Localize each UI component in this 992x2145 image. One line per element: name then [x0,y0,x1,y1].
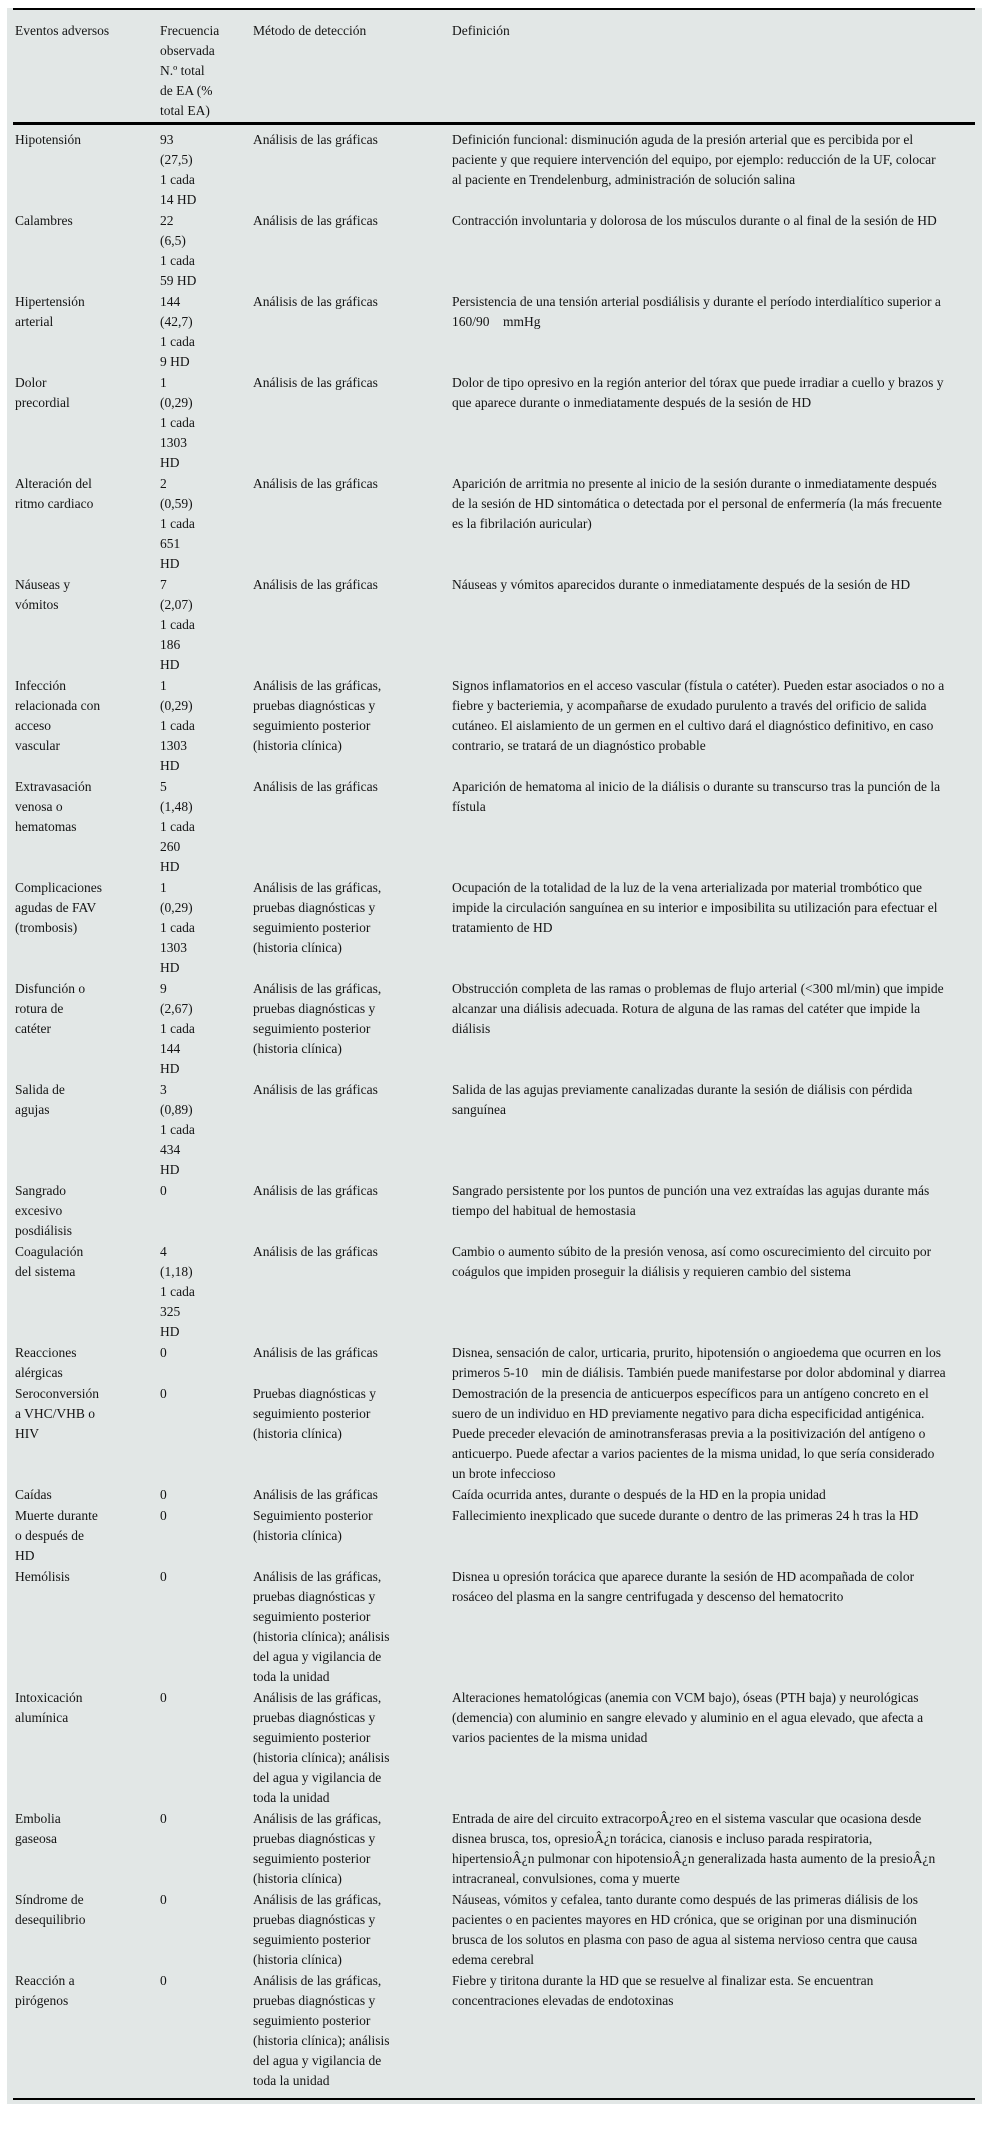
detection-method-cell [253,1242,452,1342]
definition-cell: Sangrado persistente por los puntos de punción una vez extraídas las agujas durante más tiempo del habitual de hemostasia [452,1183,930,1218]
table-row [7,211,982,291]
text-line: toda la unidad [253,1669,330,1684]
text-line: 5 [160,779,167,794]
definition-cell: Ocupación de la totalidad de la luz de la vena arterializada por material trombótico que impide la circulación sanguínea en su interior e imposibilita su utilización para efectuar el tratamiento de HD [452,880,938,935]
text-line: 22 [160,213,174,228]
text-line: del agua y vigilancia de [253,1649,382,1664]
text-line: 1 cada [160,253,195,268]
text-line: 434 [160,1142,181,1157]
text-line: 0 [160,1892,167,1907]
event-name-cell [15,292,160,372]
text-line: total EA) [160,103,210,118]
text-line: Intoxicación [15,1690,83,1705]
text-line: Análisis de las gráficas [253,1183,378,1198]
text-line: 1 cada [160,516,195,531]
event-name-cell [15,1080,160,1180]
text-line: catéter [15,1021,51,1036]
detection-method-cell [253,1485,452,1505]
definition-cell: Aparición de arritmia no presente al inicio de la sesión durante o inmediatamente después de la sesión de HD sintomática o detectada por el personal de enfermería (la más frecuente es la fibrilación auricular) [452,476,942,531]
text-line: 9 HD [160,354,190,369]
text-line: a VHC/VHB o [15,1406,96,1421]
text-line: 1 cada [160,1021,195,1036]
text-line: del sistema [15,1264,76,1279]
table-row [7,575,982,675]
text-line: (0,29) [160,698,193,713]
text-line: 1 cada [160,172,195,187]
text-line: Disfunción o [15,981,86,996]
event-name-cell [15,676,160,776]
text-line: relacionada con [15,698,101,713]
text-line: 0 [160,1973,167,1988]
table-row [7,1384,982,1484]
table-row [7,1080,982,1180]
definition-cell: Disnea u opresión torácica que aparece durante la sesión de HD acompañada de color rosáceo del plasma en la sangre centrifugada y descenso del hematocrito [452,1569,915,1604]
event-name-cell [15,878,160,978]
frequency-cell [160,292,253,372]
detection-method-cell [253,1506,452,1566]
definition-cell: Fallecimiento inexplicado que sucede durante o dentro de las primeras 24 h tras la HD [452,1508,919,1523]
text-line: Seroconversión [15,1386,99,1401]
column-header-definicion [452,21,970,121]
text-line: venosa o [15,799,63,814]
text-line: seguimiento posterior [253,1609,371,1624]
text-line: seguimiento posterior [253,718,371,733]
frequency-cell [160,676,253,776]
event-name-cell [15,474,160,574]
table-body [7,125,982,2098]
text-line: Pruebas diagnósticas y [253,1386,376,1401]
frequency-cell [160,1343,253,1383]
text-line: 260 [160,839,181,854]
text-line: pruebas diagnósticas y [253,1001,376,1016]
text-line: seguimiento posterior [253,2013,371,2028]
table-row [7,1242,982,1342]
text-line: 0 [160,1386,167,1401]
definition-cell: Salida de las agujas previamente canalizadas durante la sesión de diálisis con pérdida sanguínea [452,1082,913,1117]
table-header-row [7,10,982,122]
event-name-cell [15,373,160,473]
text-line: HD [160,657,180,672]
text-line: Análisis de las gráficas [253,577,378,592]
detection-method-cell [253,878,452,978]
detection-method-cell [253,211,452,291]
frequency-cell [160,1971,253,2091]
text-line: HD [160,758,180,773]
table-row [7,1809,982,1889]
text-line: 1 [160,880,167,895]
frequency-cell [160,1242,253,1342]
definition-cell: Obstrucción completa de las ramas o problemas de flujo arterial (<300 ml/min) que impide alcanzar una diálisis adecuada. Rotura de alguna de las ramas del catéter que impide la diálisis [452,981,944,1036]
table-row [7,474,982,574]
text-line: 1 cada [160,920,195,935]
event-name-cell [15,1242,160,1342]
detection-method-cell [253,1688,452,1808]
text-line: pruebas diagnósticas y [253,1912,376,1927]
table-row [7,292,982,372]
text-line: hematomas [15,819,77,834]
text-line: 1303 [160,940,187,955]
text-line: (historia clínica) [253,738,342,753]
text-line: 1 cada [160,1122,195,1137]
text-line: Muerte durante [15,1508,98,1523]
text-line: HD [160,960,180,975]
detection-method-cell [253,1181,452,1241]
table-row [7,979,982,1079]
text-line: seguimiento posterior [253,1932,371,1947]
text-line: 1 [160,375,167,390]
text-line: Dolor [15,375,47,390]
text-line: del agua y vigilancia de [253,2053,382,2068]
text-line: HD [160,1324,180,1339]
text-line: seguimiento posterior [253,1851,371,1866]
text-line: Seguimiento posterior [253,1508,373,1523]
detection-method-cell [253,292,452,372]
detection-method-cell [253,1567,452,1687]
text-line: Eventos adversos [15,23,110,38]
text-line: 1 cada [160,718,195,733]
text-line: (0,59) [160,496,193,511]
text-line: 4 [160,1244,167,1259]
text-line: (1,18) [160,1264,193,1279]
text-line: (historia clínica) [253,1528,342,1543]
text-line: 0 [160,1183,167,1198]
event-name-cell [15,1567,160,1687]
text-line: alérgicas [15,1365,63,1380]
text-line: posdiálisis [15,1223,73,1238]
table-row [7,1506,982,1566]
detection-method-cell [253,979,452,1079]
text-line: (historia clínica); análisis [253,1750,390,1765]
text-line: 1303 [160,738,187,753]
text-line: 14 HD [160,192,197,207]
text-line: (historia clínica) [253,1426,342,1441]
event-name-cell [15,1181,160,1241]
text-line: 1 cada [160,415,195,430]
text-line: arterial [15,314,54,329]
table-row [7,1688,982,1808]
text-line: HD [160,859,180,874]
text-line: Coagulación [15,1244,84,1259]
event-name-cell [15,1688,160,1808]
text-line: pruebas diagnósticas y [253,1589,376,1604]
text-line: Reacciones [15,1345,77,1360]
text-line: pirógenos [15,1993,69,2008]
text-line: Hemólisis [15,1569,70,1584]
text-line: (historia clínica) [253,940,342,955]
text-line: Extravasación [15,779,92,794]
text-line: ritmo cardiaco [15,496,94,511]
detection-method-cell [253,130,452,210]
text-line: (0,29) [160,395,193,410]
text-line: del agua y vigilancia de [253,1770,382,1785]
frequency-cell [160,1506,253,1566]
text-line: Calambres [15,213,73,228]
text-line: Análisis de las gráficas, [253,981,382,996]
table-row [7,1181,982,1241]
text-line: alumínica [15,1710,69,1725]
table-row [7,1971,982,2091]
detection-method-cell [253,474,452,574]
text-line: Complicaciones [15,880,102,895]
text-line: 144 [160,294,181,309]
text-line: gaseosa [15,1831,57,1846]
frequency-cell [160,474,253,574]
text-line: acceso [15,718,51,733]
text-line: Análisis de las gráficas [253,476,378,491]
frequency-cell [160,1080,253,1180]
frequency-cell [160,1485,253,1505]
event-name-cell [15,1506,160,1566]
text-line: precordial [15,395,70,410]
detection-method-cell [253,1890,452,1970]
text-line: HD [160,1061,180,1076]
text-line: pruebas diagnósticas y [253,1831,376,1846]
text-line: Análisis de las gráficas, [253,1892,382,1907]
text-line: (historia clínica) [253,1952,342,1967]
text-line: 1 cada [160,617,195,632]
text-line: Análisis de las gráficas, [253,880,382,895]
frequency-cell [160,777,253,877]
table-row [7,373,982,473]
text-line: Análisis de las gráficas [253,1082,378,1097]
event-name-cell [15,1890,160,1970]
text-line: Análisis de las gráficas, [253,1811,382,1826]
text-line: Análisis de las gráficas [253,1244,378,1259]
detection-method-cell [253,1971,452,2091]
text-line: seguimiento posterior [253,1406,371,1421]
text-line: (historia clínica) [253,1041,342,1056]
event-name-cell [15,130,160,210]
definition-cell: Alteraciones hematológicas (anemia con VCM bajo), óseas (PTH baja) y neurológicas (demencia) con aluminio en sangre elevado y aluminio en el agua elevado, que afecta a varios pacientes de la misma unidad [452,1690,924,1745]
text-line: (27,5) [160,152,193,167]
table-row [7,130,982,210]
text-line: o después de [15,1528,84,1543]
text-line: Método de detección [253,23,367,38]
table-row [7,1343,982,1383]
text-line: toda la unidad [253,1790,330,1805]
text-line: HD [160,455,180,470]
frequency-cell [160,1890,253,1970]
text-line: Análisis de las gráficas, [253,1690,382,1705]
text-line: observada [160,43,215,58]
adverse-events-table [7,8,982,2104]
table-bottom-rule [13,2098,975,2100]
event-name-cell [15,979,160,1079]
text-line: (historia clínica) [253,1871,342,1886]
event-name-cell [15,1809,160,1889]
text-line: (0,29) [160,900,193,915]
text-line: HIV [15,1426,39,1441]
text-line: N.º total [160,63,205,78]
text-line: Infección [15,678,66,693]
frequency-cell [160,1809,253,1889]
detection-method-cell [253,1080,452,1180]
column-header-eventos-adversos [15,21,160,121]
text-line: Análisis de las gráficas, [253,1973,382,1988]
definition-cell: Dolor de tipo opresivo en la región anterior del tórax que puede irradiar a cuello y brazos y que aparece durante o inmediatamente después de la sesión de HD [452,375,944,410]
detection-method-cell [253,1343,452,1383]
text-line: 144 [160,1041,181,1056]
text-line: Náuseas y [15,577,71,592]
text-line: 1 cada [160,819,195,834]
text-line: 0 [160,1345,167,1360]
event-name-cell [15,777,160,877]
text-line: (6,5) [160,233,186,248]
text-line: pruebas diagnósticas y [253,900,376,915]
detection-method-cell [253,575,452,675]
definition-cell: Náuseas, vómitos y cefalea, tanto durante como después de las primeras diálisis de los pacientes o en pacientes mayores en HD crónica, que se originan por una disminución brusca de los solutos en plasma con paso de agua al sistema nervioso centra que causa edema cerebral [452,1892,918,1967]
text-line: vómitos [15,597,59,612]
table-row [7,1485,982,1505]
text-line: 651 [160,536,181,551]
text-line: 0 [160,1569,167,1584]
text-line: 7 [160,577,167,592]
text-line: 1 [160,678,167,693]
text-line: 0 [160,1811,167,1826]
text-line: (2,07) [160,597,193,612]
definition-cell: Entrada de aire del circuito extracorpoÂ¿reo en el sistema vascular que ocasiona desde disnea brusca, tos, opresioÂ¿n torácica, cianosis e incluso parada respiratoria, hipertensioÂ¿n pulmonar con hipotensioÂ¿n generalizada hasta aumento de la presioÂ¿n intracraneal, convulsiones, coma y muerte [452,1811,936,1886]
definition-cell: Náuseas y vómitos aparecidos durante o inmediatamente después de la sesión de HD [452,577,911,592]
text-line: Hipertensión [15,294,85,309]
table-row [7,878,982,978]
definition-cell: Demostración de la presencia de anticuerpos específicos para un antígeno concreto en el suero de un individuo en HD previamente negativo para dicha especificidad antigénica. Puede preceder elevación de aminotransferasas previa a la positivización del antígeno o anticuerpo. Puede afectar a varios pacientes de la misma unidad, lo que sería considerado un brote infeccioso [452,1386,935,1481]
text-line: 0 [160,1690,167,1705]
text-line: Frecuencia [160,23,220,38]
frequency-cell [160,1181,253,1241]
column-header-frecuencia-observada [160,21,253,121]
text-line: Caídas [15,1487,52,1502]
definition-cell: Fiebre y tiritona durante la HD que se resuelve al finalizar esta. Se encuentran concentraciones elevadas de endotoxinas [452,1973,874,2008]
text-line: Análisis de las gráficas, [253,1569,382,1584]
frequency-cell [160,1384,253,1484]
event-name-cell [15,1971,160,2091]
text-line: (historia clínica); análisis [253,2033,390,2048]
detection-method-cell [253,1809,452,1889]
text-line: 1303 [160,435,187,450]
text-line: Salida de [15,1082,65,1097]
text-line: (0,89) [160,1102,193,1117]
text-line: (1,48) [160,799,193,814]
text-line: agudas de FAV [15,900,97,915]
text-line: (42,7) [160,314,193,329]
text-line: pruebas diagnósticas y [253,698,376,713]
event-name-cell [15,1485,160,1505]
text-line: (historia clínica); análisis [253,1629,390,1644]
text-line: seguimiento posterior [253,1730,371,1745]
text-line: 9 [160,981,167,996]
text-line: (2,67) [160,1001,193,1016]
definition-cell: Caída ocurrida antes, durante o después de la HD en la propia unidad [452,1487,826,1502]
definition-cell: Persistencia de una tensión arterial posdiálisis y durante el período interdialítico superior a 160/90 mmHg [452,294,941,329]
definition-cell: Contracción involuntaria y dolorosa de los músculos durante o al final de la sesión de HD [452,213,937,228]
text-line: seguimiento posterior [253,1021,371,1036]
text-line: 1 cada [160,334,195,349]
definition-cell: Definición funcional: disminución aguda de la presión arterial que es percibida por el paciente y que requiere intervención del equipo, por ejemplo: reducción de la UF, colocar al paciente en Trendelenburg, administración de solución salina [452,132,936,187]
text-line: HD [160,556,180,571]
text-line: Sangrado [15,1183,66,1198]
text-line: 0 [160,1508,167,1523]
event-name-cell [15,1343,160,1383]
definition-cell: Aparición de hematoma al inicio de la diálisis o durante su transcurso tras la punción de la fístula [452,779,941,814]
definition-cell: Disnea, sensación de calor, urticaria, prurito, hipotensión o angioedema que ocurren en los primeros 5-10 min de diálisis. También puede manifestarse por dolor abdominal y diarrea [452,1345,946,1380]
text-line: Análisis de las gráficas [253,1487,378,1502]
event-name-cell [15,575,160,675]
table-row [7,1567,982,1687]
text-line: Definición [452,23,510,38]
frequency-cell [160,1688,253,1808]
text-line: 2 [160,476,167,491]
text-line: HD [15,1548,35,1563]
text-line: 3 [160,1082,167,1097]
text-line: pruebas diagnósticas y [253,1993,376,2008]
frequency-cell [160,130,253,210]
text-line: Análisis de las gráficas [253,294,378,309]
text-line: desequilibrio [15,1912,86,1927]
column-header-metodo-de-deteccion [253,21,452,121]
event-name-cell [15,1384,160,1484]
text-line: Hipotensión [15,132,81,147]
frequency-cell [160,211,253,291]
detection-method-cell [253,777,452,877]
frequency-cell [160,575,253,675]
text-line: (trombosis) [15,920,78,935]
text-line: 59 HD [160,273,197,288]
frequency-cell [160,1567,253,1687]
text-line: Síndrome de [15,1892,84,1907]
detection-method-cell [253,1384,452,1484]
frequency-cell [160,979,253,1079]
text-line: agujas [15,1102,50,1117]
text-line: Análisis de las gráficas, [253,678,382,693]
text-line: Análisis de las gráficas [253,779,378,794]
text-line: de EA (% [160,83,213,98]
text-line: 325 [160,1304,181,1319]
text-line: vascular [15,738,60,753]
text-line: rotura de [15,1001,64,1016]
text-line: Análisis de las gráficas [253,213,378,228]
text-line: Análisis de las gráficas [253,375,378,390]
text-line: excesivo [15,1203,63,1218]
frequency-cell [160,878,253,978]
definition-cell: Signos inflamatorios en el acceso vascular (fístula o catéter). Pueden estar asociados o no a fiebre y bacteriemia, y acompañarse de exudado purulento a través del orificio de salida cutáneo. El aislamiento de un germen en el cultivo dará el diagnóstico definitivo, en caso contrario, se tratará de un diagnóstico probable [452,678,945,753]
table-row [7,777,982,877]
text-line: 1 cada [160,1284,195,1299]
text-line: Embolia [15,1811,61,1826]
table-row [7,1890,982,1970]
text-line: Análisis de las gráficas [253,132,378,147]
text-line: 186 [160,637,181,652]
text-line: 0 [160,1487,167,1502]
text-line: Análisis de las gráficas [253,1345,378,1360]
detection-method-cell [253,373,452,473]
detection-method-cell [253,676,452,776]
text-line: HD [160,1162,180,1177]
text-line: 93 [160,132,174,147]
definition-cell: Cambio o aumento súbito de la presión venosa, así como oscurecimiento del circuito por coágulos que impiden proseguir la diálisis y requieren cambio del sistema [452,1244,932,1279]
text-line: pruebas diagnósticas y [253,1710,376,1725]
text-line: Alteración del [15,476,92,491]
frequency-cell [160,373,253,473]
text-line: toda la unidad [253,2073,330,2088]
event-name-cell [15,211,160,291]
text-line: Reacción a [15,1973,75,1988]
table-row [7,676,982,776]
text-line: seguimiento posterior [253,920,371,935]
